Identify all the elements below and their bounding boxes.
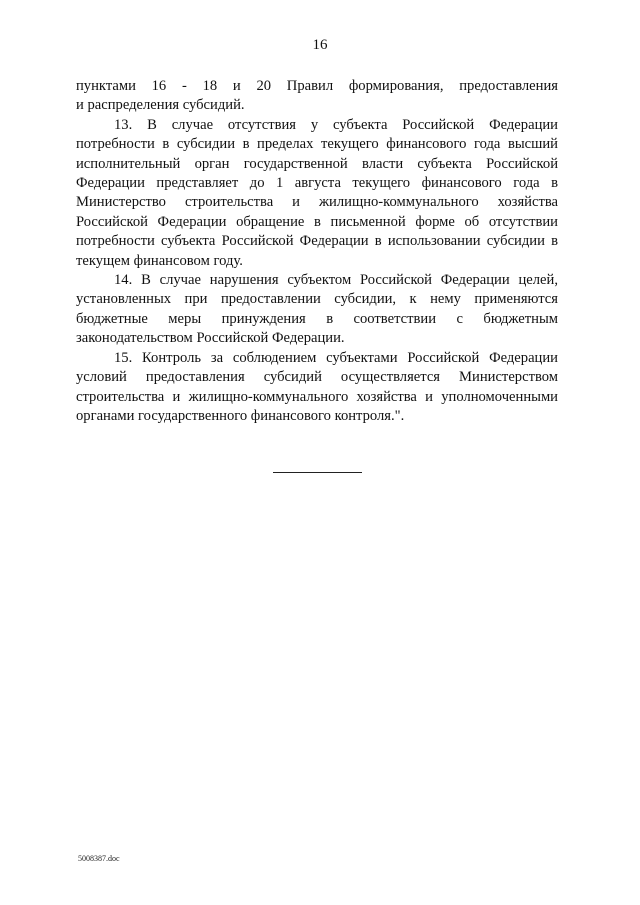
closing-divider	[273, 472, 362, 473]
continuation-paragraph	[76, 77, 558, 116]
continuation-line-1: пунктами 16 - 18 и 20 Правил формирования, предоставления	[76, 78, 558, 94]
document-body	[76, 77, 558, 426]
continuation-line-2: и распределения субсидий.	[76, 97, 245, 114]
document-filename: 5008387.doc	[78, 854, 120, 863]
page-number: 16	[312, 37, 328, 53]
paragraph-13: 13. В случае отсутствия у субъекта Российской Федерации потребности в субсидии в пределах текущего финансового года высший исполнительный орган государственной власти субъекта Российской Федерации представляет до 1 августа текущего финансового года в Министерство строительства и жилищно-коммунального хозяйства Российской Федерации обращение в письменной форме об отсутствии потребности субъекта Российской Федерации в использовании субсидии в текущем финансовом году.	[76, 116, 558, 269]
paragraph-14: 14. В случае нарушения субъектом Российской Федерации целей, установленных при предоставлении субсидии, к нему применяются бюджетные меры принуждения в соответствии с бюджетным законодательством Российской Федерации.	[76, 272, 558, 347]
paragraph-15: 15. Контроль за соблюдением субъектами Российской Федерации условий предоставления субсидий осуществляется Министерством строительства и жилищно-коммунального хозяйства и уполномоченными органами государственного финансового контроля.".	[76, 349, 558, 424]
